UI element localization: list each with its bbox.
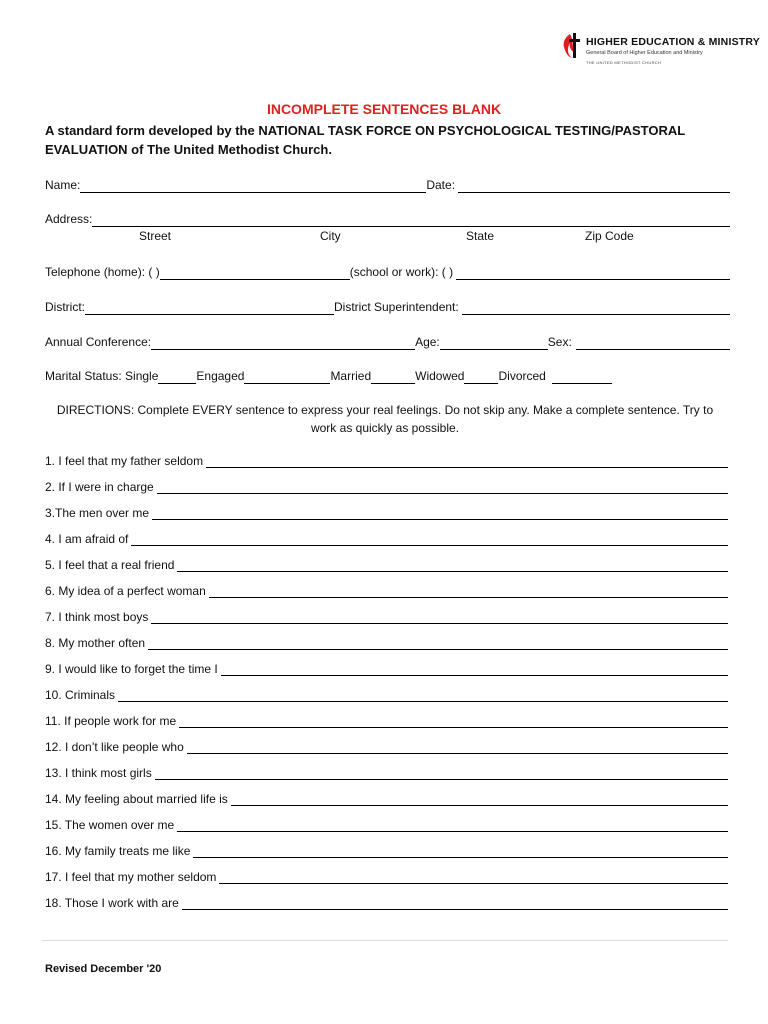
- sentence-stem: 10. Criminals: [45, 688, 116, 702]
- annual-conference-field[interactable]: [151, 335, 415, 350]
- married-label: Married: [330, 369, 372, 383]
- district-field[interactable]: [85, 300, 334, 315]
- sentence-answer-field[interactable]: [193, 844, 728, 858]
- sentence-item: [45, 504, 728, 520]
- sentence-item: [45, 738, 728, 754]
- age-field[interactable]: [440, 335, 548, 350]
- address-sublabels: [0, 229, 768, 245]
- telephone-row: [45, 262, 730, 280]
- sentence-answer-field[interactable]: [179, 714, 728, 728]
- org-logo: [560, 30, 760, 70]
- sentence-item: [45, 842, 728, 858]
- divorced-label: Divorced: [498, 369, 546, 383]
- district-superintendent-field[interactable]: [462, 300, 730, 315]
- org-church: THE UNITED METHODIST CHURCH: [586, 60, 662, 65]
- directions-text: DIRECTIONS: Complete EVERY sentence to express your real feelings. Do not skip any. Make a complete sentence. Try to work as quickly as possible.: [56, 403, 714, 435]
- sentence-item: [45, 790, 728, 806]
- sentence-item: [45, 530, 728, 546]
- sentence-stem: 15. The women over me: [45, 818, 175, 832]
- sentence-stem: 12. I don’t like people who: [45, 740, 184, 754]
- marital-status-label: Marital Status: Single: [45, 369, 159, 383]
- sentence-answer-field[interactable]: [187, 740, 728, 754]
- sex-field[interactable]: [576, 335, 730, 350]
- sentence-stem: 5. I feel that a real friend: [45, 558, 175, 572]
- telephone-home-label: Telephone (home): ( ): [45, 265, 160, 279]
- page-title: INCOMPLETE SENTENCES BLANK: [266, 101, 502, 117]
- name-field[interactable]: [80, 178, 426, 193]
- district-superintendent-label: District Superintendent:: [334, 300, 459, 314]
- sentence-stem: 8. My mother often: [45, 636, 146, 650]
- sentence-answer-field[interactable]: [155, 766, 728, 780]
- marital-status-row: [45, 366, 730, 384]
- sentence-answer-field[interactable]: [209, 584, 728, 598]
- date-label: Date:: [426, 178, 456, 192]
- telephone-work-field[interactable]: [456, 265, 730, 280]
- district-label: District:: [45, 300, 85, 314]
- name-label: Name:: [45, 178, 81, 192]
- sentence-answer-field[interactable]: [177, 558, 728, 572]
- revision-note: Revised December '20: [45, 963, 162, 975]
- sentence-item: [45, 868, 728, 884]
- single-field[interactable]: [158, 369, 196, 384]
- sentence-item: [45, 816, 728, 832]
- engaged-field[interactable]: [244, 369, 330, 384]
- sentence-answer-field[interactable]: [152, 506, 728, 520]
- sentence-answer-field[interactable]: [157, 480, 728, 494]
- zip-label: Zip Code: [585, 229, 634, 243]
- date-field[interactable]: [458, 178, 730, 193]
- engaged-label: Engaged: [196, 369, 245, 383]
- sentence-answer-field[interactable]: [206, 454, 728, 468]
- conference-row: [45, 332, 730, 350]
- city-label: City: [320, 229, 341, 243]
- sentence-item: [45, 556, 728, 572]
- age-label: Age:: [415, 335, 440, 349]
- sentence-item: [45, 686, 728, 702]
- sentence-stem: 18. Those I work with are: [45, 896, 179, 910]
- sentence-stem: 6. My idea of a perfect woman: [45, 584, 206, 598]
- sentence-stem: 1. I feel that my father seldom: [45, 454, 204, 468]
- sentence-stem: 14. My feeling about married life is: [45, 792, 228, 806]
- state-label: State: [466, 229, 495, 243]
- sentence-stem: 13. I think most girls: [45, 766, 152, 780]
- sentence-item: [45, 608, 728, 624]
- cross-and-flame-icon: [560, 30, 582, 60]
- sentence-stem: 3.The men over me: [45, 506, 150, 520]
- sentence-item: [45, 634, 728, 650]
- sentence-stem: 11. If people work for me: [45, 714, 177, 728]
- widowed-field[interactable]: [464, 369, 498, 384]
- sentence-item: [45, 764, 728, 780]
- sentence-answer-field[interactable]: [131, 532, 728, 546]
- sentence-stem: 17. I feel that my mother seldom: [45, 870, 217, 884]
- sentence-answer-field[interactable]: [219, 870, 728, 884]
- sentence-item: [45, 478, 728, 494]
- sex-label: Sex:: [547, 335, 572, 349]
- sentence-item: [45, 894, 728, 910]
- sentence-answer-field[interactable]: [118, 688, 728, 702]
- footer-divider: [42, 940, 728, 941]
- sentence-stem: 7. I think most boys: [45, 610, 149, 624]
- widowed-label: Widowed: [415, 369, 465, 383]
- address-row: [45, 209, 730, 227]
- telephone-home-field[interactable]: [160, 265, 350, 280]
- sentence-item: [45, 660, 728, 676]
- street-label: Street: [139, 229, 172, 243]
- sentence-item: [45, 712, 728, 728]
- sentence-answer-field[interactable]: [231, 792, 728, 806]
- sentence-answer-field[interactable]: [177, 818, 728, 832]
- sentence-stem: 16. My family treats me like: [45, 844, 191, 858]
- intro-text: A standard form developed by the NATIONAL TASK FORCE ON PSYCHOLOGICAL TESTING/PASTORAL EVALUATION of The United Methodist Church.: [45, 123, 685, 157]
- address-label: Address:: [45, 212, 93, 226]
- address-field[interactable]: [92, 212, 730, 227]
- sentence-answer-field[interactable]: [151, 610, 728, 624]
- divorced-field[interactable]: [552, 369, 612, 384]
- annual-conference-label: Annual Conference:: [45, 335, 152, 349]
- sentence-stem: 9. I would like to forget the time I: [45, 662, 218, 676]
- sentence-answer-field[interactable]: [221, 662, 728, 676]
- sentence-answer-field[interactable]: [182, 896, 728, 910]
- org-subtitle: General Board of Higher Education and Ministry: [586, 50, 703, 56]
- telephone-work-label: (school or work): ( ): [349, 265, 454, 279]
- sentence-stem: 2. If I were in charge: [45, 480, 154, 494]
- org-name: HIGHER EDUCATION & MINISTRY: [586, 36, 760, 48]
- married-field[interactable]: [371, 369, 415, 384]
- district-row: [45, 297, 730, 315]
- sentence-stem: 4. I am afraid of: [45, 532, 129, 546]
- name-date-row: [45, 175, 730, 193]
- sentence-item: [45, 452, 728, 468]
- sentence-answer-field[interactable]: [148, 636, 728, 650]
- sentence-item: [45, 582, 728, 598]
